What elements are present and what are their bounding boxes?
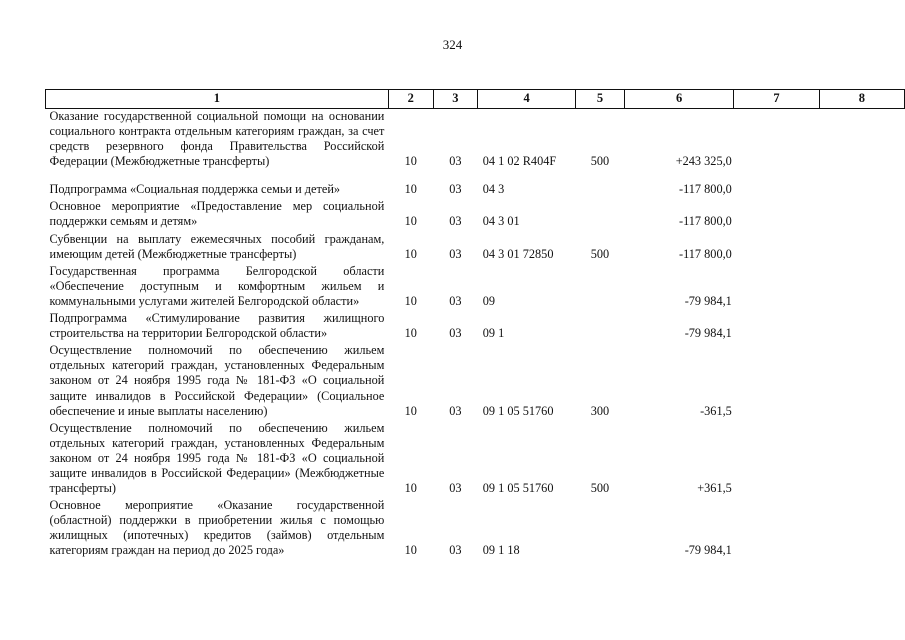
row-subsection: 03: [449, 481, 462, 496]
row-amount: -79 984,1: [684, 326, 732, 341]
row-section: 10: [404, 246, 417, 261]
row-section: 10: [404, 543, 417, 558]
row-expense-type: [576, 264, 625, 311]
table-row: [46, 199, 905, 231]
header-col-1: 1: [46, 90, 389, 109]
header-col-7: 7: [734, 90, 819, 109]
row-target-code: 09: [482, 293, 496, 308]
row-col-8: [819, 421, 904, 498]
row-target-code: 04 1 02 R404F: [482, 154, 557, 169]
row-amount: -79 984,1: [684, 543, 732, 558]
row-target-code: 04 3 01 72850: [482, 246, 554, 261]
row-expense-type: [576, 171, 625, 199]
row-amount: +361,5: [697, 481, 732, 496]
row-col-7: [734, 109, 819, 172]
row-subsection: 03: [449, 326, 462, 341]
row-amount: +243 325,0: [675, 154, 732, 169]
row-target-code: 04 3: [482, 182, 505, 197]
header-col-4: 4: [478, 90, 576, 109]
table-row: [46, 109, 905, 172]
table-row: [46, 232, 905, 264]
row-description: Подпрограмма «Стимулирование развития жилищного строительства на территории Белгородской области»: [49, 311, 385, 341]
row-subsection: 03: [449, 154, 462, 169]
row-expense-type: [576, 199, 625, 231]
row-col-7: [734, 232, 819, 264]
row-expense-type: [576, 311, 625, 343]
row-col-8: [819, 343, 904, 420]
row-expense-type: 500: [590, 246, 610, 261]
row-subsection: 03: [449, 293, 462, 308]
row-col-7: [734, 311, 819, 343]
row-col-8: [819, 498, 904, 560]
table-row: [46, 498, 905, 560]
row-section: 10: [404, 481, 417, 496]
header-row: [46, 90, 905, 109]
row-section: 10: [404, 326, 417, 341]
row-description: Основное мероприятие «Оказание государственной (областной) поддержки в приобретении жилья с помощью жилищных (ипотечных) кредитов (займов) отдельным категориям граждан на период до 2025 года»: [49, 498, 385, 558]
row-amount: -79 984,1: [684, 293, 732, 308]
row-subsection: 03: [449, 543, 462, 558]
row-col-8: [819, 232, 904, 264]
row-col-7: [734, 421, 819, 498]
header-col-3: 3: [433, 90, 478, 109]
row-col-8: [819, 199, 904, 231]
row-description: Государственная программа Белгородской области «Обеспечение доступным и комфортным жильем и коммунальными услугами жителей Белгородской области»: [49, 263, 385, 308]
row-target-code: 09 1 05 51760: [482, 481, 554, 496]
row-target-code: 09 1: [482, 326, 505, 341]
row-subsection: 03: [449, 403, 462, 418]
row-section: 10: [404, 154, 417, 169]
row-subsection: 03: [449, 182, 462, 197]
table-row: [46, 171, 905, 199]
row-section: 10: [404, 403, 417, 418]
row-amount: -117 800,0: [679, 214, 732, 229]
row-description: Оказание государственной социальной помощи на основании социального контракта отдельным категориям граждан, за счет средств резервного фонда Правительства Российской Федерации (Межбюджетные трансферты): [49, 109, 385, 169]
row-col-8: [819, 264, 904, 311]
row-description: Основное мероприятие «Предоставление мер социальной поддержки семьям и детям»: [49, 199, 385, 229]
row-expense-type: 500: [590, 154, 610, 169]
table-row: [46, 264, 905, 311]
header-col-5: 5: [576, 90, 625, 109]
row-col-7: [734, 343, 819, 420]
row-target-code: 09 1 18: [482, 543, 520, 558]
row-expense-type: 500: [590, 481, 610, 496]
row-target-code: 09 1 05 51760: [482, 403, 554, 418]
row-col-8: [819, 109, 904, 172]
table-row: [46, 311, 905, 343]
row-col-7: [734, 171, 819, 199]
row-col-8: [819, 171, 904, 199]
row-col-7: [734, 264, 819, 311]
row-amount: -117 800,0: [679, 182, 732, 197]
row-description: Осуществление полномочий по обеспечению жильем отдельных категорий граждан, установленных Федеральным законом от 24 ноября 1995 года № 181-ФЗ «О социальной защите инвалидов в Российской Федерации» (Межбюджетные трансферты): [49, 420, 385, 496]
row-description: Подпрограмма «Социальная поддержка семьи и детей»: [49, 182, 341, 197]
row-col-7: [734, 199, 819, 231]
row-col-8: [819, 311, 904, 343]
row-amount: -361,5: [700, 403, 732, 418]
row-col-7: [734, 498, 819, 560]
row-section: 10: [404, 293, 417, 308]
row-section: 10: [404, 182, 417, 197]
header-col-8: 8: [819, 90, 904, 109]
header-col-6: 6: [624, 90, 734, 109]
row-target-code: 04 3 01: [482, 214, 520, 229]
row-description: Осуществление полномочий по обеспечению жильем отдельных категорий граждан, установленных Федеральным законом от 24 ноября 1995 года № 181-ФЗ «О социальной защите инвалидов в Российской Федерации» (Социальное обеспечение и иные выплаты населению): [49, 343, 385, 418]
table-row: [46, 343, 905, 420]
row-expense-type: [576, 498, 625, 560]
row-subsection: 03: [449, 246, 462, 261]
row-description: Субвенции на выплату ежемесячных пособий гражданам, имеющим детей (Межбюджетные трансферты): [49, 231, 385, 261]
table-row: [46, 421, 905, 498]
row-subsection: 03: [449, 214, 462, 229]
row-expense-type: 300: [590, 403, 610, 418]
row-section: 10: [404, 214, 417, 229]
page-number: 324: [442, 37, 463, 52]
header-col-2: 2: [388, 90, 433, 109]
row-amount: -117 800,0: [679, 246, 732, 261]
budget-table: [45, 89, 905, 561]
